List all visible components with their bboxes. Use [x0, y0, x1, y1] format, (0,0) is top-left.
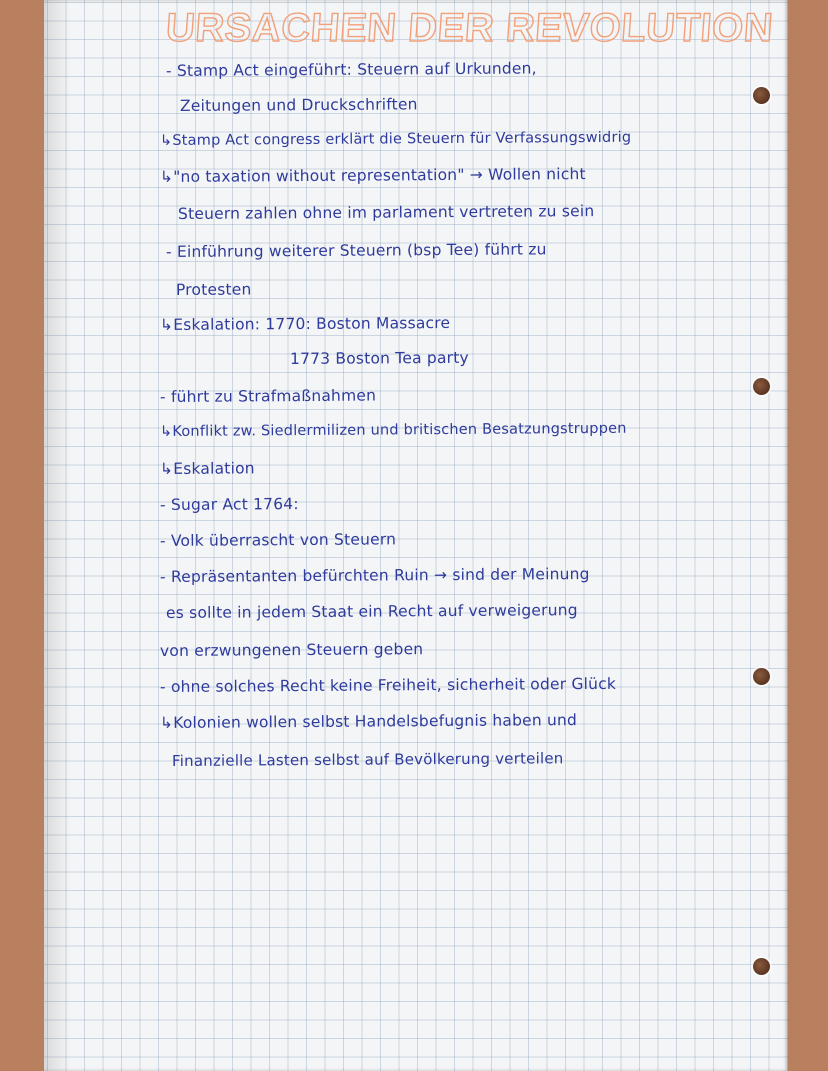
note-line-19: ↳Kolonien wollen selbst Handelsbefugnis haben und	[159, 711, 578, 732]
note-line-4: ↳"no taxation without representation" → Wollen nicht	[159, 165, 586, 186]
note-line-1: - Stamp Act eingeführt: Steuern auf Urkunden,	[165, 59, 537, 80]
punch-hole-2	[753, 378, 770, 395]
note-line-13: - Sugar Act 1764:	[159, 495, 299, 514]
note-line-18: - ohne solches Recht keine Freiheit, sicherheit oder Glück	[159, 674, 617, 696]
note-line-2: Zeitungen und Druckschriften	[179, 95, 418, 115]
note-line-20: Finanzielle Lasten selbst auf Bevölkerung verteilen	[171, 749, 564, 770]
note-line-12: ↳Eskalation	[159, 459, 255, 478]
note-line-9: 1773 Boston Tea party	[289, 348, 469, 368]
notebook-page	[44, 0, 788, 1071]
note-line-10: - führt zu Strafmaßnahmen	[159, 386, 377, 406]
note-line-6: - Einführung weiterer Steuern (bsp Tee) führt zu	[165, 240, 547, 261]
note-line-5: Steuern zahlen ohne im parlament vertreten zu sein	[177, 202, 595, 223]
note-line-7: Protesten	[175, 280, 252, 299]
note-line-14: - Volk überrascht von Steuern	[159, 530, 397, 550]
page-title: URSACHEN DER REVOLUTION	[164, 6, 775, 50]
note-line-16: es sollte in jedem Staat ein Recht auf verweigerung	[165, 601, 578, 622]
punch-hole-3	[753, 668, 770, 685]
note-line-11: ↳Konflikt zw. Siedlermilizen und britischen Besatzungstruppen	[159, 420, 627, 440]
note-line-17: von erzwungenen Steuern geben	[159, 640, 424, 660]
note-line-15: - Repräsentanten befürchten Ruin → sind der Meinung	[159, 565, 590, 586]
punch-hole-1	[753, 87, 770, 104]
punch-hole-4	[753, 958, 770, 975]
page-edge-shadow	[44, 0, 70, 1071]
note-line-8: ↳Eskalation: 1770: Boston Massacre	[159, 313, 451, 334]
note-line-3: ↳Stamp Act congress erklärt die Steuern für Verfassungswidrig	[159, 129, 632, 149]
